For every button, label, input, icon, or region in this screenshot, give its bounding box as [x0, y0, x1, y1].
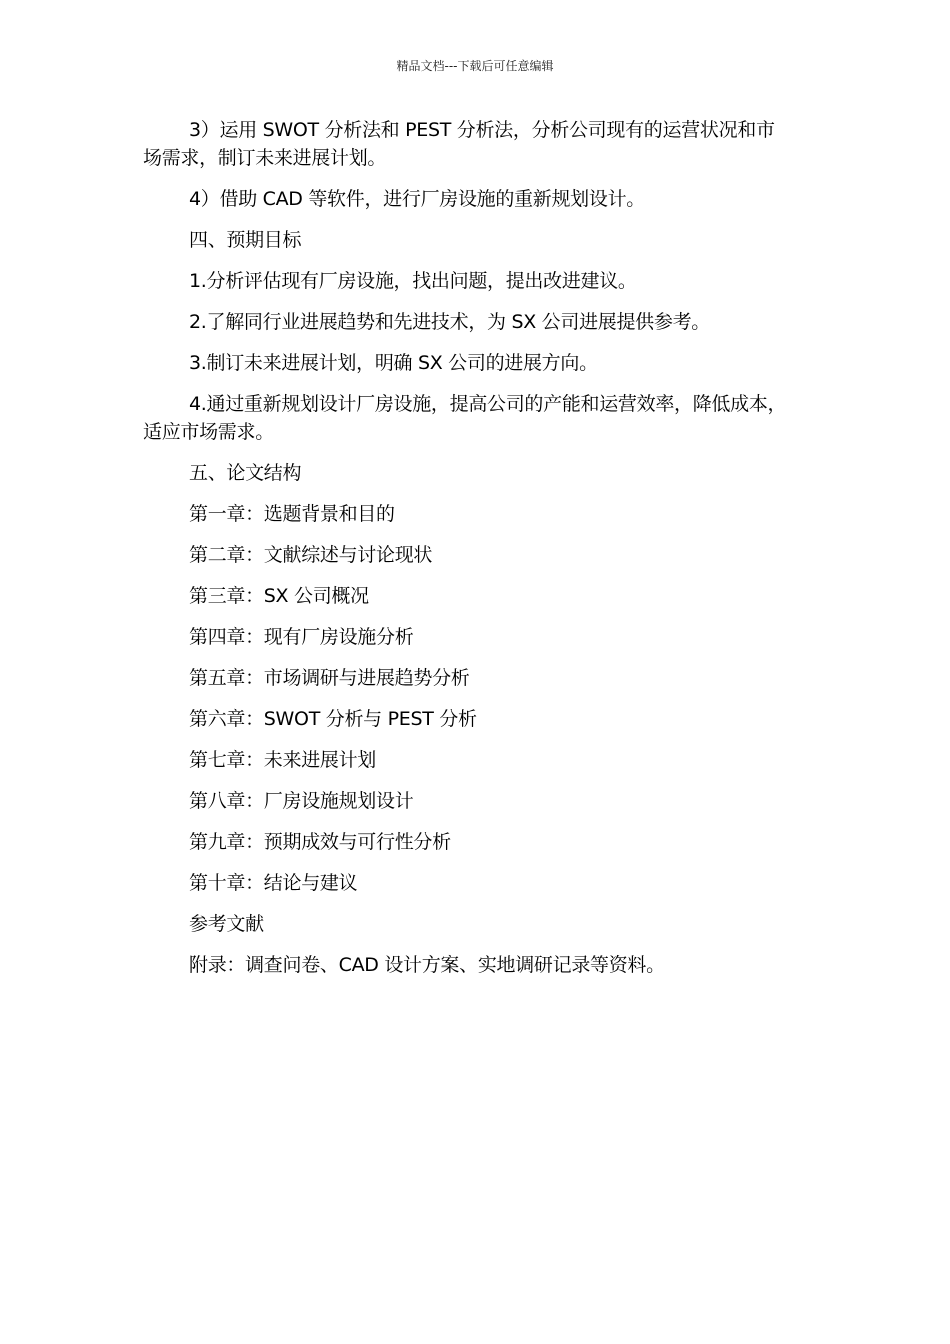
chapter-item-2: 第二章：文献综述与讨论现状: [189, 544, 433, 566]
paragraph-method-cad: 4）借助 CAD 等软件，进行厂房设施的重新规划设计。: [189, 188, 645, 210]
paragraph-method-swot-pest: 3）运用 SWOT 分析法和 PEST 分析法，分析公司现有的运营状况和市场需求，制订未来进展计划。: [143, 119, 775, 169]
chapter-item-1: 第一章：选题背景和目的: [189, 503, 395, 525]
chapter-item-4: 第四章：现有厂房设施分析: [189, 626, 414, 648]
section-heading-thesis-structure: 五、论文结构: [189, 462, 302, 484]
goal-item-3: 3.制订未来进展计划，明确 SX 公司的进展方向。: [189, 352, 598, 374]
chapter-item-9: 第九章：预期成效与可行性分析: [189, 831, 451, 853]
goal-item-2: 2.了解同行业进展趋势和先进技术，为 SX 公司进展提供参考。: [189, 311, 710, 333]
section-heading-expected-goals: 四、预期目标: [189, 229, 302, 251]
chapter-item-3: 第三章：SX 公司概况: [189, 585, 369, 607]
goal-item-1: 1.分析评估现有厂房设施，找出问题，提出改进建议。: [189, 270, 637, 292]
page-header: 精品文档---下载后可任意编辑: [396, 59, 554, 73]
appendix-item: 附录：调查问卷、CAD 设计方案、实地调研记录等资料。: [189, 954, 665, 976]
chapter-item-8: 第八章：厂房设施规划设计: [189, 790, 414, 812]
chapter-item-6: 第六章：SWOT 分析与 PEST 分析: [189, 708, 477, 730]
chapter-item-10: 第十章：结论与建议: [189, 872, 358, 894]
goal-item-4: 4.通过重新规划设计厂房设施，提高公司的产能和运营效率，降低成本，适应市场需求。: [143, 393, 787, 443]
references-heading: 参考文献: [189, 913, 264, 935]
document-body: [143, 116, 793, 992]
chapter-item-7: 第七章：未来进展计划: [189, 749, 377, 771]
chapter-item-5: 第五章：市场调研与进展趋势分析: [189, 667, 470, 689]
